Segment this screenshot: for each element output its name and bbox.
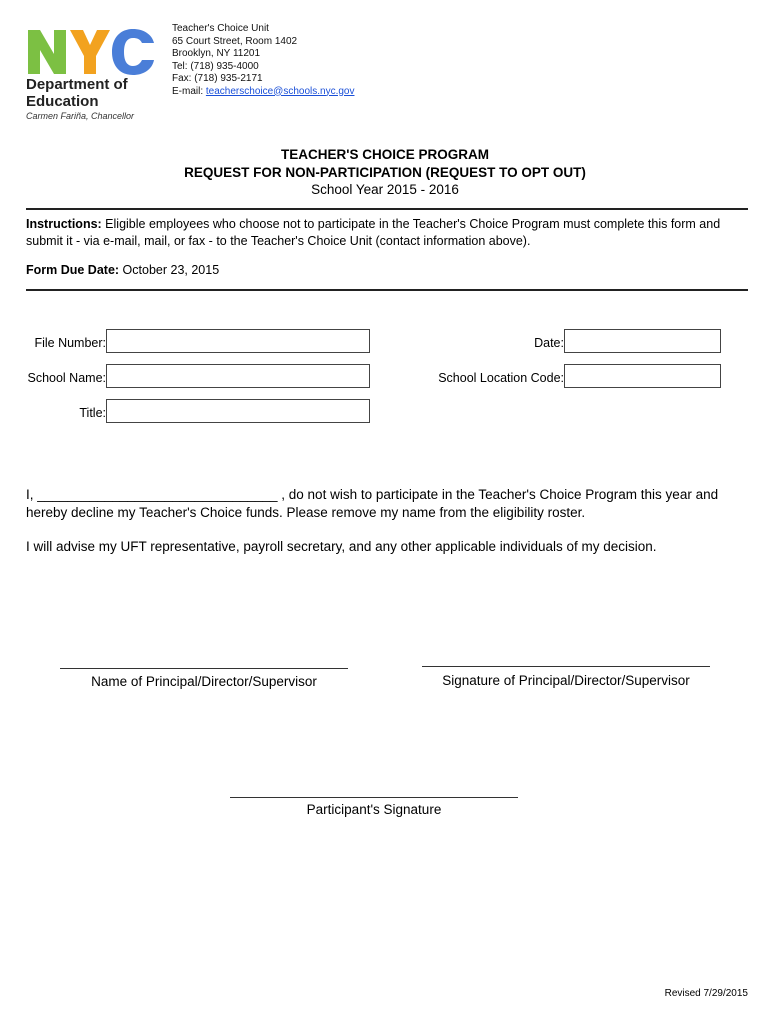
due-date <box>26 263 219 277</box>
contact-email-label: E-mail: <box>172 85 206 97</box>
chancellor-name: Carmen Fariña, Chancellor <box>26 111 135 121</box>
top-divider <box>26 208 748 210</box>
principal-signature-line[interactable] <box>422 666 710 667</box>
advise-statement: I will advise my UFT representative, payroll secretary, and any other applicable individuals of my decision. <box>26 539 657 554</box>
statement-suffix: , do not wish to participate in the Teacher's Choice Program this year and hereby decline my Teacher's Choice funds. Please remove my name from the eligibility roster. <box>26 487 719 520</box>
revised-date: Revised 7/29/2015 <box>664 988 748 999</box>
department-name <box>26 76 128 110</box>
principal-name-line[interactable] <box>60 668 348 669</box>
contact-unit: Teacher's Choice Unit <box>172 23 269 34</box>
contact-email-link[interactable]: teacherschoice@schools.nyc.gov <box>205 85 355 97</box>
contact-email-row <box>172 86 354 99</box>
title-label: Title: <box>79 406 106 420</box>
school-year: School Year 2015 - 2016 <box>311 182 459 197</box>
instructions-text: Eligible employees who choose not to participate in the Teacher's Choice Program must complete this form and submit it - via e-mail, mail, or fax - to the Teacher's Choice Unit (contact information above). <box>26 217 721 248</box>
name-blank[interactable]: ________________________________ <box>37 487 278 502</box>
instructions-label: Instructions: <box>26 217 102 231</box>
form-title: TEACHER'S CHOICE PROGRAM <box>281 147 489 162</box>
contact-block <box>172 23 354 98</box>
nyc-logo <box>26 26 158 76</box>
bottom-divider <box>26 289 748 291</box>
file-number-label: File Number: <box>34 336 106 350</box>
contact-fax: Fax: (718) 935-2171 <box>172 73 263 84</box>
school-location-code-input[interactable] <box>564 364 721 388</box>
contact-street: 65 Court Street, Room 1402 <box>172 35 298 47</box>
logo-letter-c <box>112 29 154 75</box>
school-name-input[interactable] <box>106 364 370 388</box>
due-date-label: Form Due Date: <box>26 263 120 277</box>
contact-city: Brooklyn, NY 11201 <box>172 48 261 59</box>
school-name-label: School Name: <box>27 371 106 385</box>
instructions <box>26 216 748 250</box>
date-label: Date: <box>534 336 564 350</box>
dept-line-1: Department of <box>26 76 128 93</box>
statement-prefix: I, <box>26 487 38 502</box>
logo-letter-n <box>28 30 66 74</box>
logo-letter-y <box>70 30 110 74</box>
principal-signature-label: Signature of Principal/Director/Supervisor <box>442 673 690 688</box>
dept-line-2: Education <box>26 93 99 110</box>
due-date-value: October 23, 2015 <box>119 263 220 277</box>
opt-out-statement <box>26 486 748 522</box>
participant-signature-line[interactable] <box>230 797 518 798</box>
date-input[interactable] <box>564 329 721 353</box>
principal-name-label: Name of Principal/Director/Supervisor <box>91 674 317 689</box>
title-input[interactable] <box>106 399 370 423</box>
school-location-code-label: School Location Code: <box>438 371 564 385</box>
form-subtitle: REQUEST FOR NON-PARTICIPATION (REQUEST TO OPT OUT) <box>184 165 586 180</box>
contact-tel: Tel: (718) 935-4000 <box>172 60 259 72</box>
file-number-input[interactable] <box>106 329 370 353</box>
participant-signature-label: Participant's Signature <box>306 802 442 817</box>
